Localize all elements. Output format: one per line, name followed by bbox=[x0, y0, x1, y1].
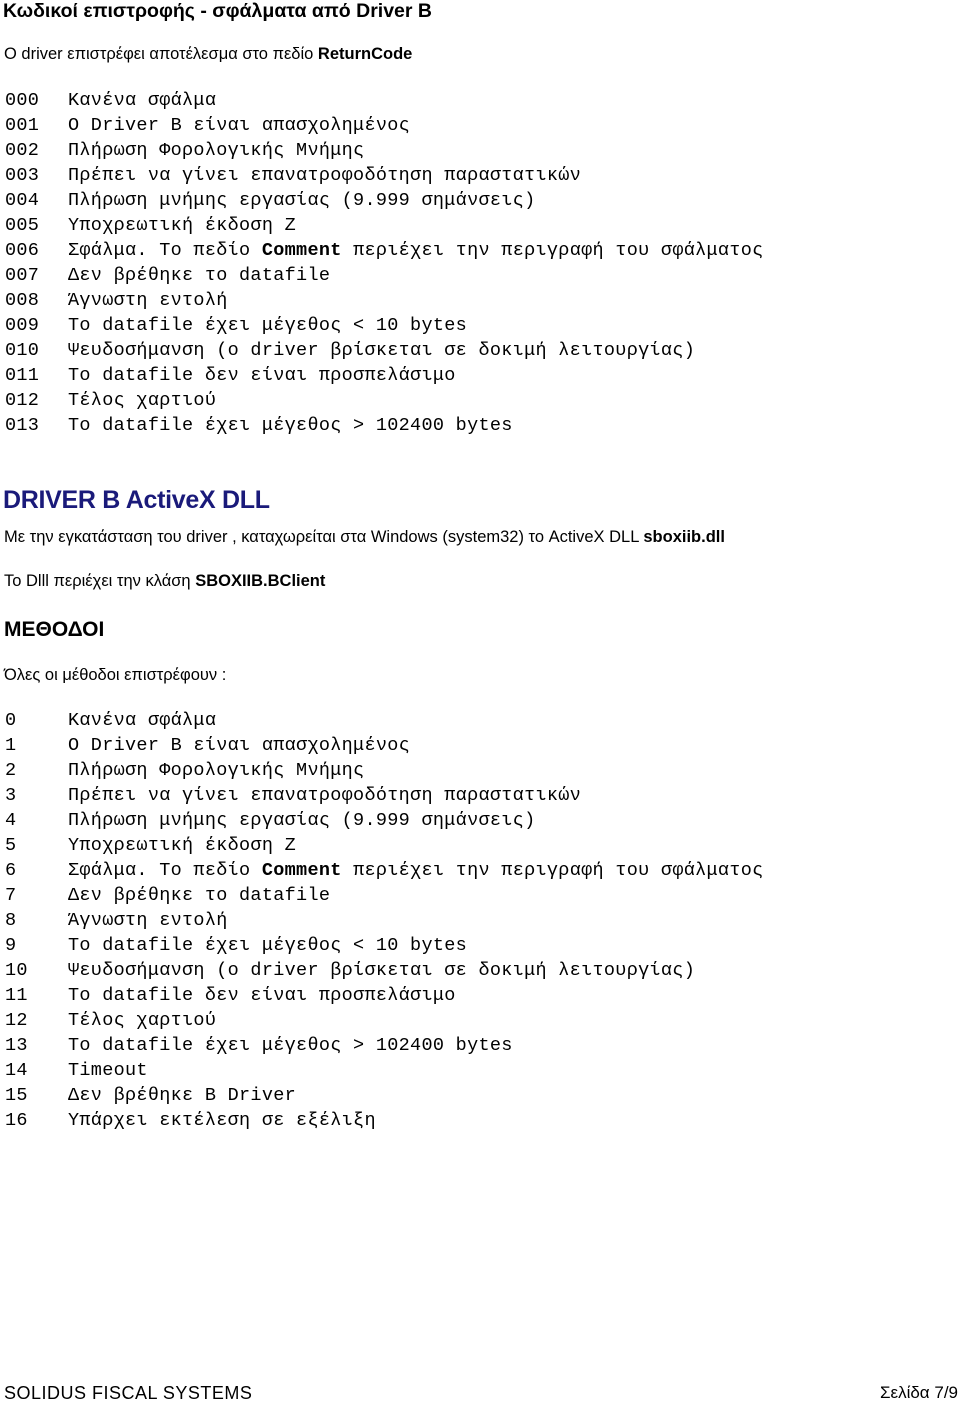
code-number: 7 bbox=[5, 885, 17, 906]
code-number: 003 bbox=[5, 165, 40, 186]
return-code-field: ReturnCode bbox=[317, 45, 413, 63]
code-description: Άγνωστη εντολή bbox=[68, 910, 228, 931]
footer-company: SOLIDUS FISCAL SYSTEMS bbox=[4, 1383, 253, 1403]
code-row bbox=[5, 1083, 296, 1108]
code-description: Πρέπει να γίνει επανατροφοδότηση παραστατικών bbox=[68, 785, 582, 806]
code-description: Τέλος χαρτιού bbox=[68, 1010, 217, 1031]
code-row bbox=[5, 733, 410, 758]
code-description: Το datafile έχει μέγεθος < 10 bytes bbox=[68, 315, 468, 336]
code-description: Άγνωστη εντολή bbox=[68, 290, 228, 311]
code-number: 10 bbox=[5, 960, 28, 981]
code-row bbox=[5, 983, 456, 1008]
code-description: Πρέπει να γίνει επανατροφοδότηση παραστατικών bbox=[68, 165, 582, 186]
page-title: Κωδικοί επιστροφής - σφάλματα από Driver B bbox=[3, 0, 432, 22]
code-description: O Driver B είναι απασχολημένος bbox=[68, 115, 411, 136]
code-description: Κανένα σφάλμα bbox=[68, 710, 217, 731]
code-description: Τέλος χαρτιού bbox=[68, 390, 217, 411]
code-number: 010 bbox=[5, 340, 40, 361]
code-number: 009 bbox=[5, 315, 40, 336]
code-number: 13 bbox=[5, 1035, 28, 1056]
code-number: 005 bbox=[5, 215, 40, 236]
code-row bbox=[5, 883, 330, 908]
activex-heading: DRIVER B ActiveX DLL bbox=[3, 486, 270, 514]
code-row bbox=[5, 758, 364, 783]
code-row bbox=[5, 288, 228, 313]
code-description: Timeout bbox=[68, 1060, 148, 1081]
code-number: 006 bbox=[5, 240, 40, 261]
methods-intro: Όλες οι μέθοδοι επιστρέφουν : bbox=[4, 666, 227, 684]
install-text: Με την εγκατάσταση του driver , καταχωρείται στα Windows (system32) το ActiveX DLL bbox=[4, 528, 644, 546]
code-row bbox=[5, 708, 216, 733]
code-number: 15 bbox=[5, 1085, 28, 1106]
code-number: 6 bbox=[5, 860, 17, 881]
code-number: 14 bbox=[5, 1060, 28, 1081]
code-number: 4 bbox=[5, 810, 17, 831]
code-number: 3 bbox=[5, 785, 17, 806]
class-name: SBOXIIB.BClient bbox=[195, 572, 326, 590]
code-number: 011 bbox=[5, 365, 40, 386]
code-number: 012 bbox=[5, 390, 40, 411]
code-description: Το datafile έχει μέγεθος > 102400 bytes bbox=[68, 1035, 513, 1056]
code-number: 008 bbox=[5, 290, 40, 311]
code-row bbox=[5, 1058, 148, 1083]
code-row bbox=[5, 238, 764, 263]
code-description: Το datafile δεν είναι προσπελάσιμο bbox=[68, 985, 456, 1006]
code-description: O Driver B είναι απασχολημένος bbox=[68, 735, 411, 756]
code-description: Δεν βρέθηκε το datafile bbox=[68, 885, 331, 906]
code-row bbox=[5, 833, 296, 858]
code-number: 0 bbox=[5, 710, 17, 731]
code-number: 002 bbox=[5, 140, 40, 161]
code-number: 000 bbox=[5, 90, 40, 111]
code-description-rest: περιέχει την περιγραφή του σφάλματος bbox=[341, 240, 764, 261]
code-description: Δεν βρέθηκε B Driver bbox=[68, 1085, 297, 1106]
code-row bbox=[5, 263, 330, 288]
code-row bbox=[5, 933, 467, 958]
code-description: Υποχρεωτική έκδοση Ζ bbox=[68, 835, 297, 856]
code-row bbox=[5, 338, 695, 363]
code-description: Σφάλμα. Το πεδίο bbox=[68, 860, 262, 881]
code-description: Υπάρχει εκτέλεση σε εξέλιξη bbox=[68, 1110, 376, 1131]
code-description: Πλήρωση μνήμης εργασίας (9.999 σημάνσεις) bbox=[68, 810, 536, 831]
code-description: Πλήρωση Φορολογικής Μνήμης bbox=[68, 140, 365, 161]
code-row bbox=[5, 808, 535, 833]
code-row bbox=[5, 163, 581, 188]
code-description: Το datafile έχει μέγεθος > 102400 bytes bbox=[68, 415, 513, 436]
code-row bbox=[5, 1008, 216, 1033]
code-description: Το datafile έχει μέγεθος < 10 bytes bbox=[68, 935, 468, 956]
code-number: 013 bbox=[5, 415, 40, 436]
code-row bbox=[5, 388, 216, 413]
code-description: Το datafile δεν είναι προσπελάσιμο bbox=[68, 365, 456, 386]
code-row bbox=[5, 113, 410, 138]
code-row bbox=[5, 783, 581, 808]
code-number: 5 bbox=[5, 835, 17, 856]
code-description: Πλήρωση Φορολογικής Μνήμης bbox=[68, 760, 365, 781]
intro-text: O driver επιστρέφει αποτέλεσμα στο πεδίο bbox=[4, 45, 318, 63]
code-description: Ψευδοσήμανση (ο driver βρίσκεται σε δοκιμή λειτουργίας) bbox=[68, 340, 696, 361]
code-row bbox=[5, 188, 535, 213]
code-number: 004 bbox=[5, 190, 40, 211]
code-description-bold: Comment bbox=[261, 240, 342, 261]
code-description: Υποχρεωτική έκδοση Ζ bbox=[68, 215, 297, 236]
code-row bbox=[5, 1033, 513, 1058]
code-number: 8 bbox=[5, 910, 17, 931]
code-description-rest: περιέχει την περιγραφή του σφάλματος bbox=[341, 860, 764, 881]
code-description: Κανένα σφάλμα bbox=[68, 90, 217, 111]
code-number: 007 bbox=[5, 265, 40, 286]
code-row bbox=[5, 88, 216, 113]
code-number: 9 bbox=[5, 935, 17, 956]
code-row bbox=[5, 908, 228, 933]
code-description: Δεν βρέθηκε το datafile bbox=[68, 265, 331, 286]
intro-paragraph bbox=[4, 45, 412, 64]
code-description: Ψευδοσήμανση (ο driver βρίσκεται σε δοκιμή λειτουργίας) bbox=[68, 960, 696, 981]
code-row bbox=[5, 313, 467, 338]
code-row bbox=[5, 958, 695, 983]
methods-heading: ΜΕΘΟΔΟΙ bbox=[4, 618, 105, 641]
code-row bbox=[5, 213, 296, 238]
code-number: 001 bbox=[5, 115, 40, 136]
code-number: 12 bbox=[5, 1010, 28, 1031]
code-number: 11 bbox=[5, 985, 28, 1006]
code-number: 2 bbox=[5, 760, 17, 781]
install-paragraph bbox=[4, 528, 725, 547]
code-description: Σφάλμα. Το πεδίο bbox=[68, 240, 262, 261]
code-row bbox=[5, 858, 764, 883]
code-number: 16 bbox=[5, 1110, 28, 1131]
code-row bbox=[5, 413, 513, 438]
code-row bbox=[5, 1108, 376, 1133]
code-row bbox=[5, 138, 364, 163]
code-description: Πλήρωση μνήμης εργασίας (9.999 σημάνσεις) bbox=[68, 190, 536, 211]
dll-name: sboxiib.dll bbox=[643, 528, 725, 546]
footer-page-number: Σελίδα 7/9 bbox=[879, 1383, 958, 1402]
code-description-bold: Comment bbox=[261, 860, 342, 881]
class-paragraph bbox=[4, 572, 325, 591]
code-number: 1 bbox=[5, 735, 17, 756]
class-text: To Dlll περιέχει την κλάση bbox=[4, 572, 196, 590]
code-row bbox=[5, 363, 456, 388]
